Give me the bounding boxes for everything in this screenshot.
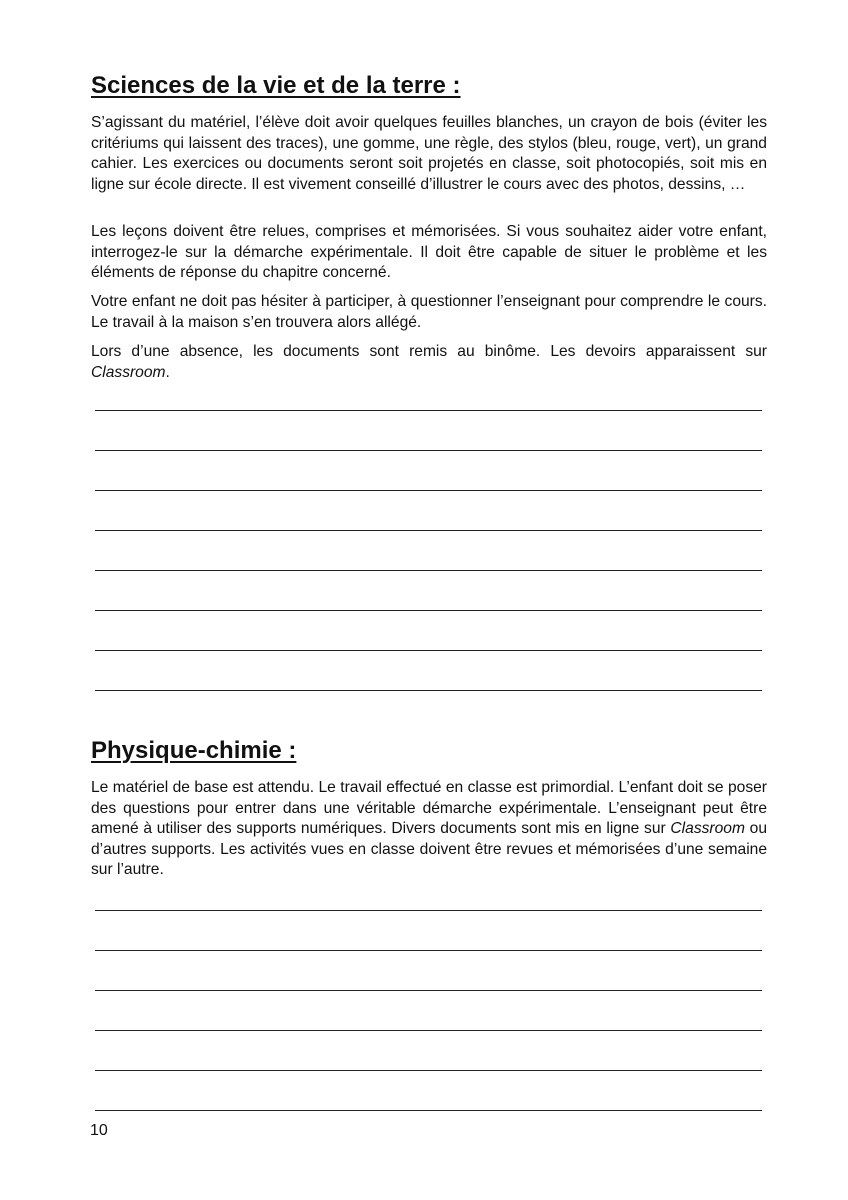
pc-text-classroom: Classroom [670,820,745,837]
writing-line[interactable] [95,570,762,571]
svt-absence-classroom: Classroom [91,363,166,381]
writing-line[interactable] [95,950,762,951]
pc-paragraph-materiel [91,778,767,881]
svt-paragraph-lecons: Les leçons doivent être relues, comprises et mémorisées. Si vous souhaitez aider votre enfant, interrogez-le sur la démarche expérimentale. Il doit être capable de situer le problème et les éléments de réponse du chapitre concerné. [91,223,767,281]
section-title-svt: Sciences de la vie et de la terre : [91,72,461,99]
writing-line[interactable] [95,410,762,411]
section-title-physique-chimie: Physique-chimie : [91,737,297,764]
writing-line[interactable] [95,610,762,611]
writing-line[interactable] [95,1070,762,1071]
svt-paragraph-participation: Votre enfant ne doit pas hésiter à participer, à questionner l’enseignant pour comprendre le cours. Le travail à la maison s’en trouvera alors allégé. [91,293,767,331]
writing-line[interactable] [95,450,762,451]
writing-line[interactable] [95,910,762,911]
writing-line[interactable] [95,650,762,651]
writing-line[interactable] [95,690,762,691]
svt-absence-end: . [165,363,170,381]
svt-paragraph-materiel: S’agissant du matériel, l’élève doit avoir quelques feuilles blanches, un crayon de bois (éviter les critériums qui laissent des traces), une gomme, une règle, des stylos (bleu, rouge, vert), un grand cahier. Les exercices ou documents seront soit projetés en classe, soit photocopiés, soit mis en ligne sur école directe. Il est vivement conseillé d’illustrer le cours avec des photos, dessins, … [91,114,767,193]
svt-absence-text: Lors d’une absence, les documents sont remis au binôme. Les devoirs apparaissent sur [91,343,767,360]
page-number: 10 [90,1122,108,1139]
svt-paragraph-absence [91,342,767,383]
writing-line[interactable] [95,1030,762,1031]
pc-text-start: Le matériel de base est attendu. Le travail effectué en classe est primordial. L’enfant doit se poser des questions pour entrer dans une véritable démarche expérimentale. L’enseignant peut être amené à utiliser des supports numériques. Divers documents sont mis en ligne sur [91,779,767,837]
writing-line[interactable] [95,1110,762,1111]
pc-text-end: ou d’autres supports. Les activités vues en classe doivent être revues et mémorisées d’une semaine sur l’autre. [91,820,767,878]
writing-line[interactable] [95,530,762,531]
writing-line[interactable] [95,990,762,991]
writing-line[interactable] [95,490,762,491]
